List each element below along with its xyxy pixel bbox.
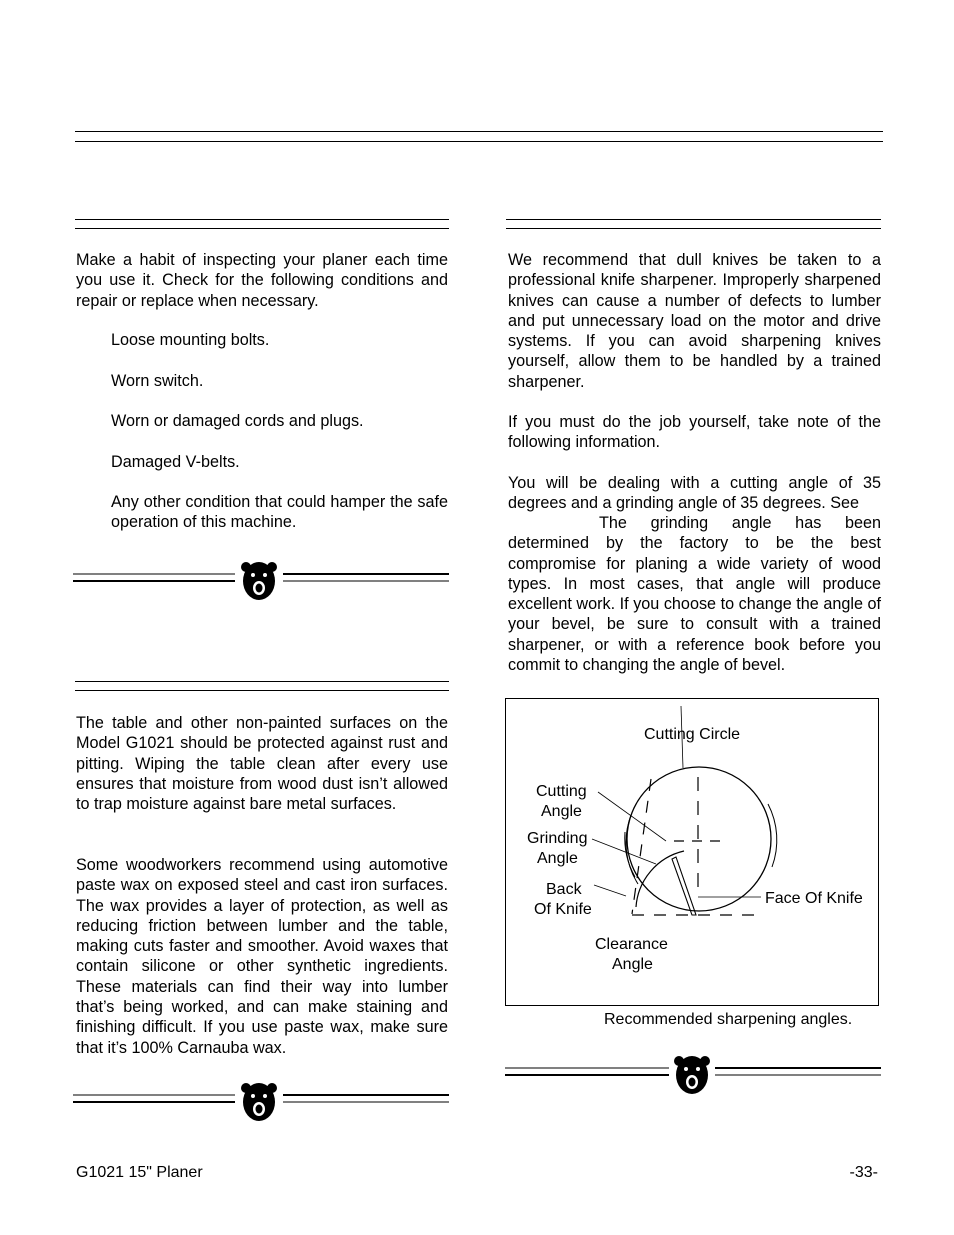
checklist-item: Damaged V-belts. <box>111 453 240 471</box>
sharpening-paragraph-3b: The grinding angle has been determined by the factory to be the best compromise for planing a wide variety of wood types. In most cases, that angle will produce excellent work. If you choose to change the angle of your bevel, be sure to consult with a trained sharpener, or with a reference book before you commit to changing the angle of bevel. <box>508 514 881 675</box>
sharpening-paragraph-3: You will be dealing with a cutting angle of 35 degrees and a grinding angle of 35 degrees. See <box>508 474 881 513</box>
sharpening-paragraph-2: If you must do the job yourself, take note of the following information. <box>508 413 881 452</box>
bear-logo-icon <box>73 561 449 603</box>
top-rule-1 <box>75 131 883 132</box>
clearance-angle-label-2: Angle <box>612 956 653 973</box>
bear-divider-left-1 <box>73 561 449 603</box>
bear-divider-left-2 <box>73 1082 449 1124</box>
footer-page-number: -33- <box>849 1164 878 1181</box>
checklist-item: Worn or damaged cords and plugs. <box>111 412 364 430</box>
left-heading2-rule-2 <box>75 690 449 691</box>
diagram-caption: Recommended sharpening angles. <box>604 1011 853 1028</box>
right-heading-rule-2 <box>506 228 881 229</box>
top-rule-2 <box>75 141 883 142</box>
bear-divider-right <box>505 1055 881 1097</box>
checklist-item: Loose mounting bolts. <box>111 331 270 349</box>
left-heading-rule-1 <box>75 219 449 220</box>
table-paragraph-1: The table and other non-painted surfaces on the Model G1021 should be protected against rust and pitting. Wiping the table clean after every use ensures that moisture from wood dust isn’t allowed to trap moisture against bare metal surfaces. <box>76 714 448 814</box>
grinding-angle-label-2: Angle <box>537 850 578 867</box>
clearance-angle-label: Clearance <box>595 936 668 953</box>
table-paragraph-2: Some woodworkers recommend using automotive paste wax on exposed steel and cast iron surfaces. The wax provides a layer of protection, as well as reducing friction between lumber and the table, making cuts faster and smoother. Avoid waxes that contain silicone or other synthetic ingredients. These materials can find their way into lumber that’s being worked, and can make staining and finishing difficult. If you use paste wax, make sure that it’s 100% Carnauba wax. <box>76 856 448 1057</box>
cutting-angle-label-2: Angle <box>541 803 582 820</box>
cutting-circle-label: Cutting Circle <box>644 726 741 743</box>
sharpening-paragraph-1: We recommend that dull knives be taken to a professional knife sharpener. Improperly sharpened knives can cause a number of defects to lumber and put unnecessary load on the motor and drive systems. If you can avoid sharpening knives yourself, allow them to be handled by a trained sharpener. <box>508 251 881 391</box>
back-of-knife-label-2: Of Knife <box>534 901 592 918</box>
back-of-knife-label: Back <box>546 881 582 898</box>
grinding-angle-label: Grinding <box>527 830 588 847</box>
knife-angle-diagram <box>506 699 878 1005</box>
inspection-intro: Make a habit of inspecting your planer each time you use it. Check for the following conditions and repair or replace when necessary. <box>76 251 448 310</box>
checklist-item: Worn switch. <box>111 372 204 390</box>
footer-model: G1021 15" Planer <box>76 1164 203 1181</box>
right-heading-rule-1 <box>506 219 881 220</box>
cutting-circle-shape <box>627 767 771 911</box>
left-heading-rule-2 <box>75 228 449 229</box>
bear-logo-icon <box>73 1082 449 1124</box>
checklist-item: Any other condition that could hamper the safe operation of this machine. <box>111 493 448 532</box>
bear-logo-icon <box>505 1055 881 1097</box>
face-of-knife-label: Face Of Knife <box>765 890 863 907</box>
left-heading2-rule-1 <box>75 681 449 682</box>
sharpening-diagram <box>505 698 879 1006</box>
cutting-angle-label: Cutting <box>536 783 587 800</box>
